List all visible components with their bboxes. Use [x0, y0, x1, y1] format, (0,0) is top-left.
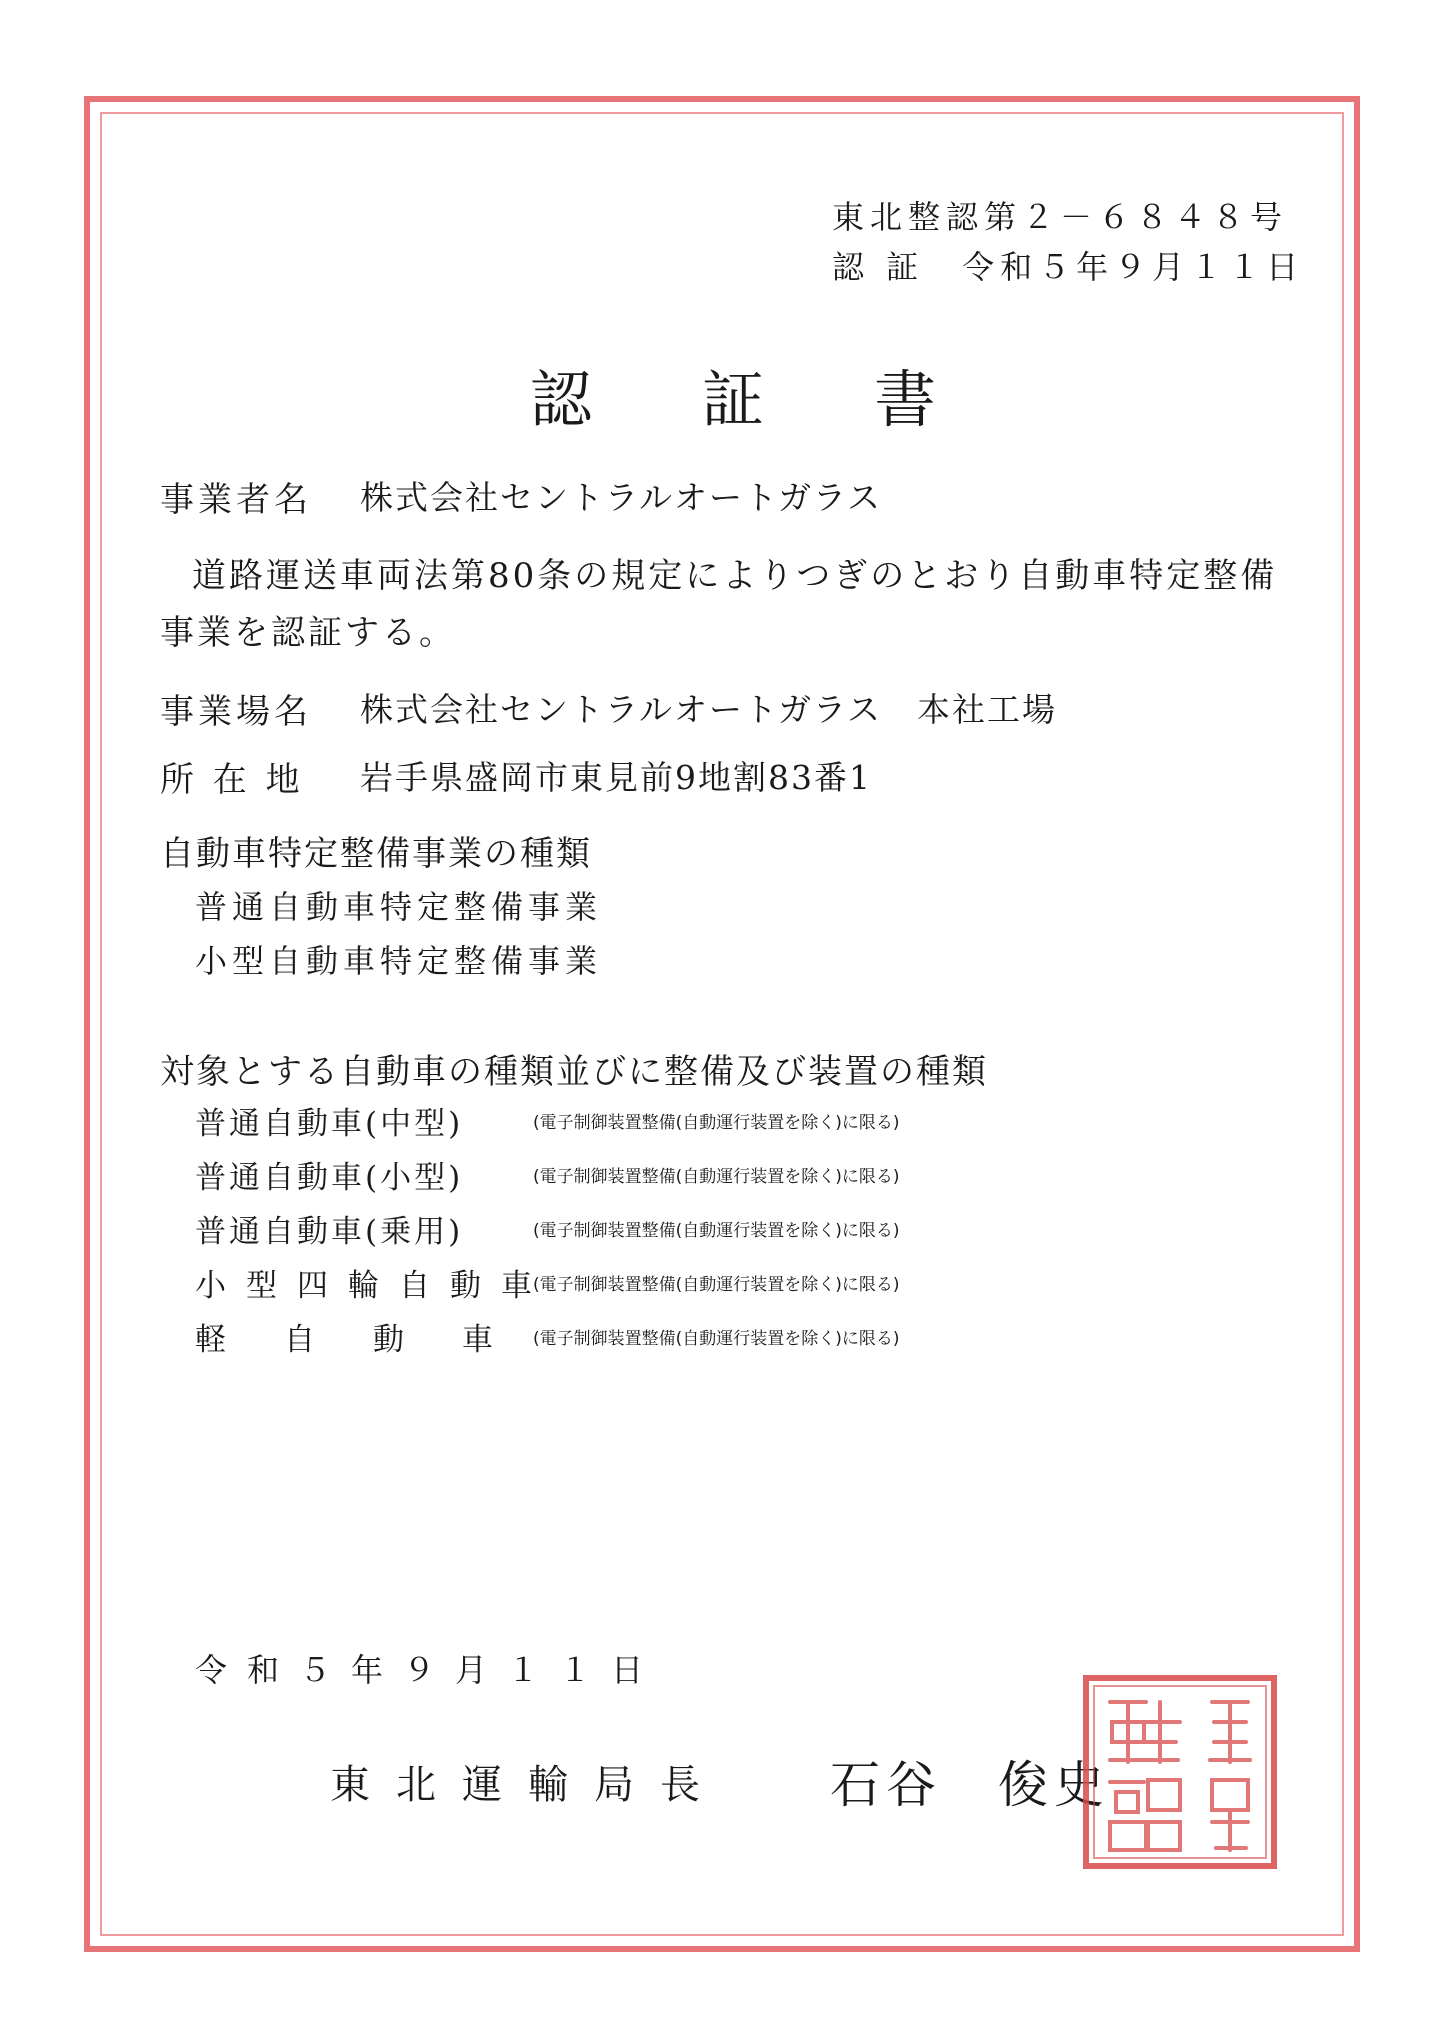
certificate-number: 東北整認第２－６８４８号 [832, 198, 1289, 236]
vehicle-types-heading: 対象とする自動車の種類並びに整備及び装置の種類 [160, 1052, 988, 1092]
vehicle-type-name: 軽自動車 [195, 1322, 551, 1358]
document-title: 認証書 [530, 363, 1047, 436]
signer-name: 石谷 俊史 [830, 1756, 1110, 1814]
workplace-name: 株式会社セントラルオートガラス 本社工場 [360, 690, 1058, 729]
business-type-item: 小型自動車特定整備事業 [195, 942, 603, 980]
statement-line-2: 事業を認証する。 [160, 613, 456, 653]
issue-date: 令和５年９月１１日 [195, 1651, 664, 1689]
vehicle-type-note: (電子制御装置整備(自動運行装置を除く)に限る) [533, 1167, 900, 1187]
issuer-title: 東北運輸局長 [330, 1762, 726, 1808]
operator-label: 事業者名 [160, 480, 312, 520]
vehicle-type-note: (電子制御装置整備(自動運行装置を除く)に限る) [533, 1329, 900, 1349]
location-label: 所 在 地 [160, 760, 304, 800]
operator-name: 株式会社セントラルオートガラス [360, 478, 883, 517]
official-seal-stamp [1080, 1672, 1280, 1872]
vehicle-type-note: (電子制御装置整備(自動運行装置を除く)に限る) [533, 1275, 900, 1295]
certificate-date: 認 証 令和５年９月１１日 [832, 248, 1305, 286]
vehicle-type-name: 小型四輪自動車 [195, 1268, 552, 1304]
vehicle-type-name: 普通自動車(小型) [195, 1160, 464, 1196]
vehicle-type-note: (電子制御装置整備(自動運行装置を除く)に限る) [533, 1221, 900, 1241]
vehicle-type-note: (電子制御装置整備(自動運行装置を除く)に限る) [533, 1113, 900, 1133]
business-type-item: 普通自動車特定整備事業 [195, 888, 603, 926]
vehicle-type-name: 普通自動車(中型) [195, 1106, 464, 1142]
business-types-heading: 自動車特定整備事業の種類 [160, 834, 592, 874]
statement-line-1: 道路運送車両法第80条の規定によりつぎのとおり自動車特定整備 [192, 556, 1278, 596]
workplace-label: 事業場名 [160, 692, 312, 732]
location-address: 岩手県盛岡市東見前9地割83番1 [360, 758, 872, 797]
vehicle-type-name: 普通自動車(乗用) [195, 1214, 464, 1250]
